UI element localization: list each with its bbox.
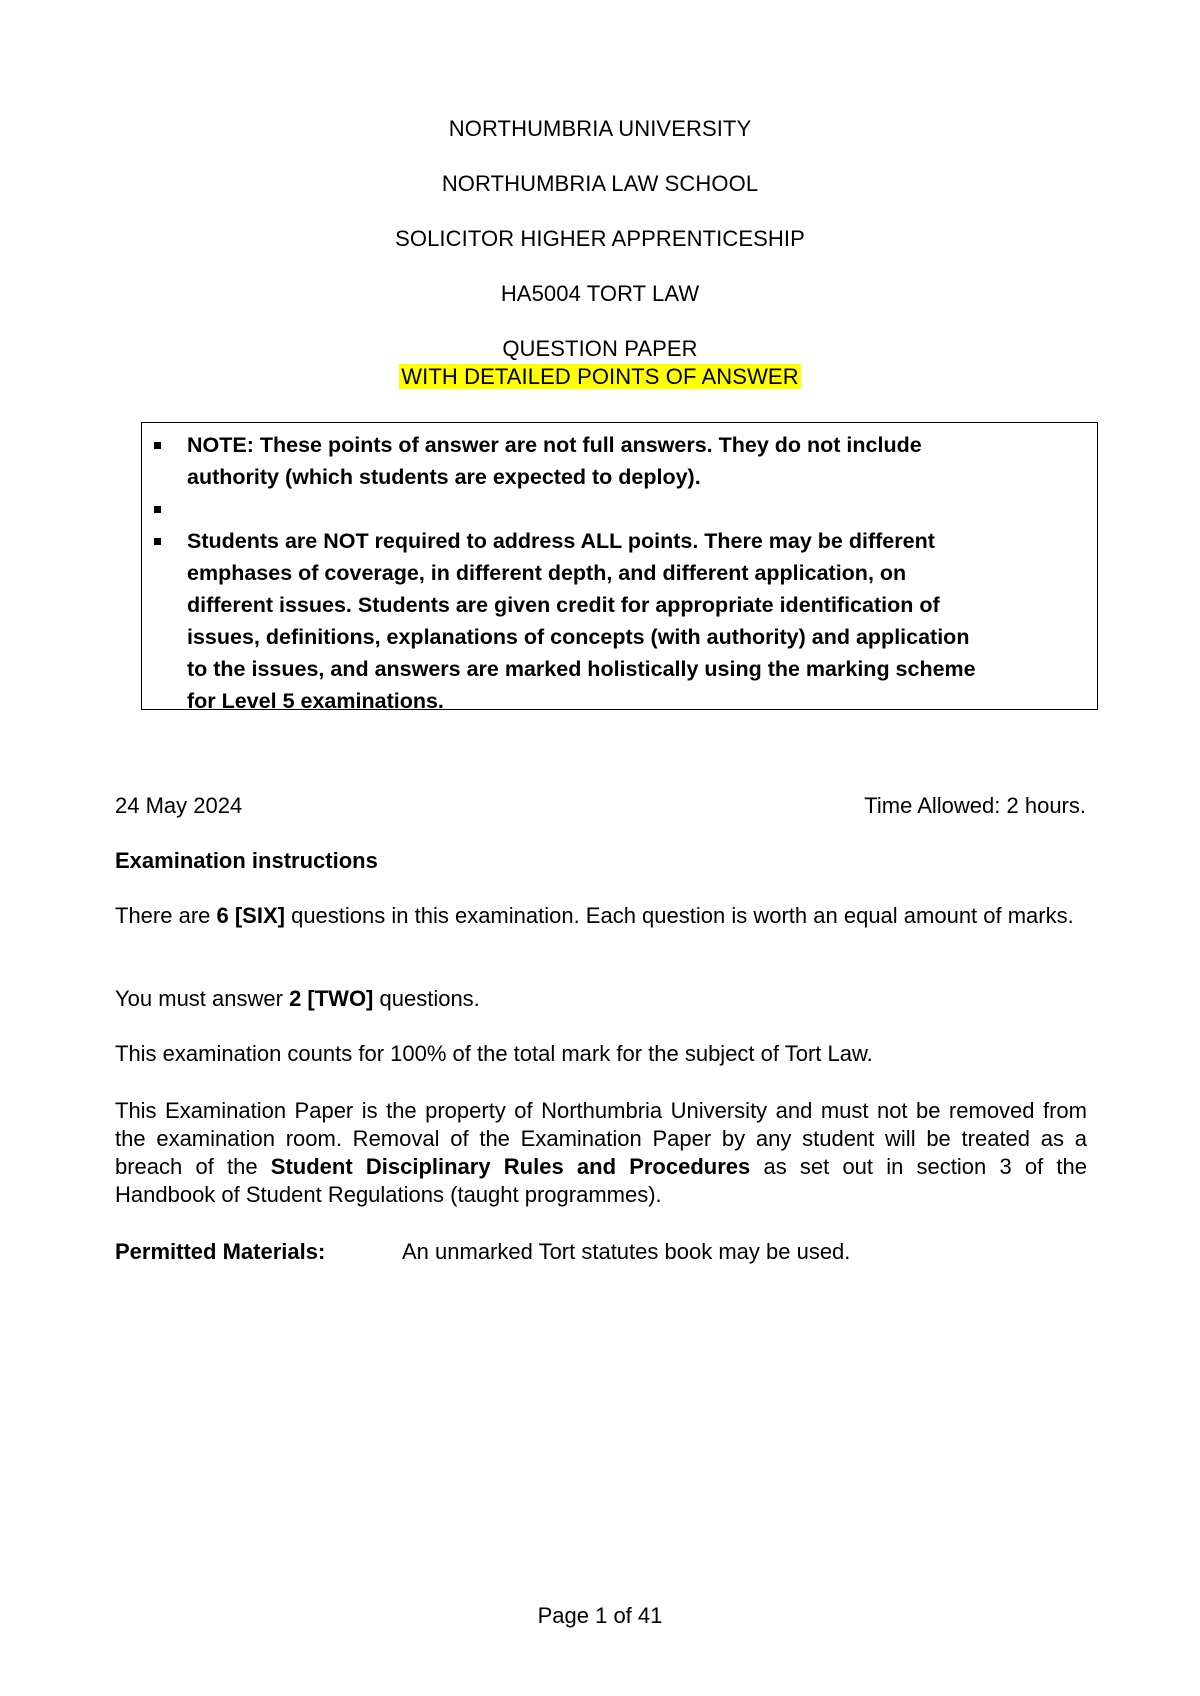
- notice-line: authority (which students are expected to deploy).: [187, 465, 701, 489]
- questions-count-paragraph: [115, 902, 1087, 930]
- notice-line: issues, definitions, explanations of concepts (with authority) and application: [187, 625, 970, 649]
- property-paragraph: [115, 1097, 1087, 1209]
- page-number: Page 1 of 41: [537, 1603, 663, 1628]
- disciplinary-rules-title: Student Disciplinary Rules and Procedures: [270, 1154, 751, 1179]
- text-run: questions.: [373, 986, 480, 1011]
- school-name: NORTHUMBRIA LAW SCHOOL: [441, 171, 759, 196]
- square-bullet-icon: [154, 506, 161, 513]
- instructions-heading: Examination instructions: [115, 848, 378, 873]
- university-name: NORTHUMBRIA UNIVERSITY: [448, 116, 752, 141]
- answer-count: 2 [TWO]: [289, 986, 374, 1011]
- exam-date: 24 May 2024: [115, 793, 243, 818]
- notice-line: different issues. Students are given credit for appropriate identification of: [187, 593, 940, 617]
- module-title: HA5004 TORT LAW: [500, 281, 700, 306]
- highlighted-subtitle: [0, 363, 1200, 391]
- text-run: questions in this examination. Each question is worth an equal amount of marks.: [284, 903, 1074, 928]
- paper-type: QUESTION PAPER: [502, 336, 698, 361]
- notice-line: NOTE: These points of answer are not full answers. They do not include: [187, 433, 922, 457]
- notice-text: [187, 525, 1082, 717]
- permitted-materials-label: Permitted Materials:: [115, 1239, 326, 1264]
- notice-line: to the issues, and answers are marked holistically using the marking scheme: [187, 657, 976, 681]
- questions-count: 6 [SIX]: [216, 903, 285, 928]
- square-bullet-icon: [154, 442, 161, 449]
- notice-line: emphases of coverage, in different depth, and different application, on: [187, 561, 907, 585]
- text-run: This Examination Paper is the property of Northumbria University and must not be removed from the examination room. Removal of the Examination Paper by any student will be treated as a breach of the: [115, 1098, 1087, 1179]
- notice-text: [187, 429, 1082, 493]
- programme-name: SOLICITOR HIGHER APPRENTICESHIP: [395, 226, 805, 251]
- permitted-materials-value: An unmarked Tort statutes book may be used.: [402, 1239, 851, 1264]
- highlight-text: WITH DETAILED POINTS OF ANSWER: [401, 364, 799, 389]
- notice-box: [141, 422, 1098, 713]
- notice-line: Students are NOT required to address ALL points. There may be different: [187, 529, 935, 553]
- answer-count-paragraph: [115, 985, 1087, 1013]
- text-run: as set out in section 3 of the Handbook of Student Regulations (taught programmes).: [115, 1154, 1088, 1207]
- weighting-paragraph: This examination counts for 100% of the total mark for the subject of Tort Law.: [115, 1041, 873, 1066]
- square-bullet-icon: [154, 538, 161, 545]
- time-allowed: Time Allowed: 2 hours.: [864, 793, 1086, 818]
- text-run: You must answer: [115, 986, 290, 1011]
- text-run: There are: [115, 903, 217, 928]
- notice-line: for Level 5 examinations.: [187, 689, 444, 713]
